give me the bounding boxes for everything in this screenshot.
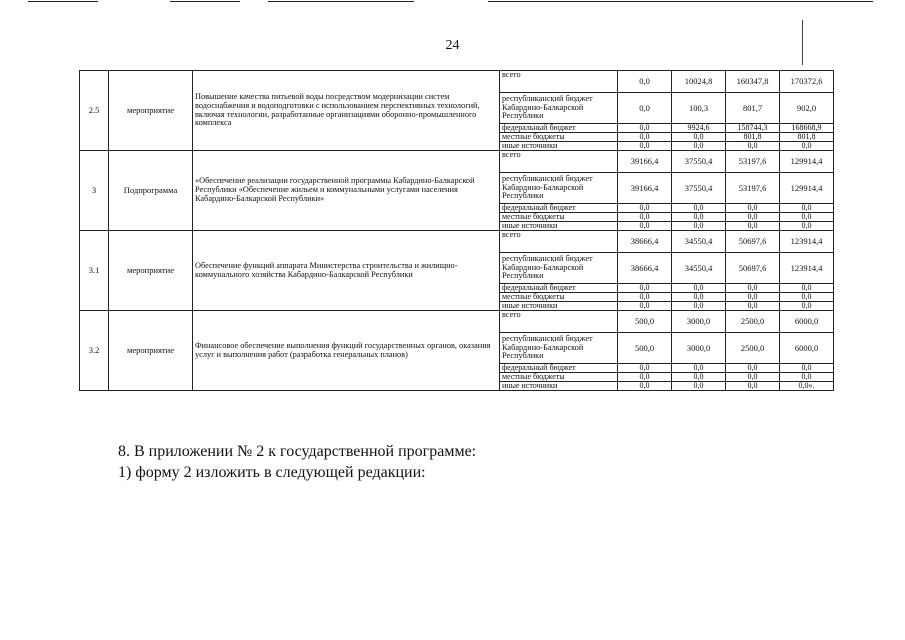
row-type: мероприятие (109, 231, 193, 311)
amount-cell-v4: 0,0 (780, 284, 834, 293)
amount-cell-v4: 0,0 (780, 222, 834, 231)
amount-cell-v4: 0,0». (780, 382, 834, 391)
amount-cell-v3: 0,0 (726, 302, 780, 311)
amount-cell-v3: 0,0 (726, 293, 780, 302)
funding-source: местные бюджеты (500, 133, 618, 142)
amount-cell-v3: 2500,0 (726, 311, 780, 333)
funding-source: иные источники (500, 382, 618, 391)
row-number: 2.5 (80, 71, 109, 151)
amount-cell-v4: 168668,9 (780, 124, 834, 133)
paragraph-item-8: 8. В приложении № 2 к государственной программе: (118, 443, 477, 460)
amount-cell-v2: 0,0 (672, 364, 726, 373)
amount-cell-v2: 0,0 (672, 142, 726, 151)
amount-cell-v1: 0,0 (618, 142, 672, 151)
amount-cell-v3: 53197,6 (726, 151, 780, 173)
scan-artifact-line (28, 1, 98, 2)
table-row (80, 231, 834, 253)
row-description: «Обеспечение реализации государственной программы Кабардино-Балкарской Республики «Обеспечение жильем и коммунальными услугами населения Кабардино-Балкарской Республики» (193, 151, 500, 231)
row-type: мероприятие (109, 71, 193, 151)
amount-cell-v2: 9924,6 (672, 124, 726, 133)
amount-cell-v1: 38666,4 (618, 253, 672, 284)
funding-source: федеральный бюджет (500, 364, 618, 373)
row-type: мероприятие (109, 311, 193, 391)
amount-cell-v3: 0,0 (726, 142, 780, 151)
amount-cell-v2: 0,0 (672, 382, 726, 391)
row-description: Обеспечение функций аппарата Министерства строительства и жилищно-коммунального хозяйства Кабардино-Балкарской Республики (193, 231, 500, 311)
funding-source: республиканский бюджет Кабардино-Балкарской Республики (500, 253, 618, 284)
amount-cell-v1: 0,0 (618, 373, 672, 382)
amount-cell-v4: 6000,0 (780, 333, 834, 364)
row-number: 3.1 (80, 231, 109, 311)
amount-cell-v3: 0,0 (726, 204, 780, 213)
row-description: Финансовое обеспечение выполнения функций государственных органов, оказания услуг и выполнения работ (разработка генеральных планов) (193, 311, 500, 391)
amount-cell-v2: 34550,4 (672, 253, 726, 284)
amount-cell-v1: 0,0 (618, 71, 672, 93)
amount-cell-v2: 0,0 (672, 302, 726, 311)
amount-cell-v4: 0,0 (780, 142, 834, 151)
amount-cell-v3: 801,8 (726, 133, 780, 142)
amount-cell-v1: 0,0 (618, 124, 672, 133)
amount-cell-v3: 801,7 (726, 93, 780, 124)
amount-cell-v3: 50697,6 (726, 253, 780, 284)
scan-artifact-line (170, 1, 240, 2)
amount-cell-v3: 0,0 (726, 222, 780, 231)
funding-source: всего (500, 311, 618, 333)
table-row (80, 151, 834, 173)
amount-cell-v4: 170372,6 (780, 71, 834, 93)
table-row (80, 71, 834, 93)
funding-source: федеральный бюджет (500, 284, 618, 293)
amount-cell-v1: 0,0 (618, 284, 672, 293)
amount-cell-v1: 0,0 (618, 204, 672, 213)
funding-source: федеральный бюджет (500, 124, 618, 133)
funding-source: местные бюджеты (500, 373, 618, 382)
amount-cell-v2: 3000,0 (672, 311, 726, 333)
amount-cell-v2: 0,0 (672, 293, 726, 302)
scan-artifact-line (268, 1, 414, 2)
amount-cell-v2: 0,0 (672, 373, 726, 382)
amount-cell-v2: 37550,4 (672, 173, 726, 204)
amount-cell-v4: 129914,4 (780, 151, 834, 173)
funding-source: иные источники (500, 222, 618, 231)
amount-cell-v1: 39166,4 (618, 151, 672, 173)
amount-cell-v3: 160347,8 (726, 71, 780, 93)
funding-source: федеральный бюджет (500, 204, 618, 213)
amount-cell-v3: 0,0 (726, 213, 780, 222)
amount-cell-v3: 50697,6 (726, 231, 780, 253)
amount-cell-v4: 0,0 (780, 364, 834, 373)
amount-cell-v4: 0,0 (780, 373, 834, 382)
amount-cell-v1: 39166,4 (618, 173, 672, 204)
amount-cell-v2: 0,0 (672, 213, 726, 222)
amount-cell-v4: 801,8 (780, 133, 834, 142)
amount-cell-v2: 37550,4 (672, 151, 726, 173)
funding-table (79, 70, 834, 391)
funding-source: иные источники (500, 302, 618, 311)
funding-source: всего (500, 71, 618, 93)
amount-cell-v1: 0,0 (618, 293, 672, 302)
row-type: Подпрограмма (109, 151, 193, 231)
funding-source: всего (500, 231, 618, 253)
amount-cell-v2: 100,3 (672, 93, 726, 124)
amount-cell-v4: 0,0 (780, 213, 834, 222)
amount-cell-v1: 0,0 (618, 133, 672, 142)
row-number: 3 (80, 151, 109, 231)
funding-source: всего (500, 151, 618, 173)
amount-cell-v3: 0,0 (726, 284, 780, 293)
amount-cell-v4: 0,0 (780, 293, 834, 302)
funding-source: республиканский бюджет Кабардино-Балкарской Республики (500, 173, 618, 204)
amount-cell-v1: 0,0 (618, 213, 672, 222)
funding-source: республиканский бюджет Кабардино-Балкарской Республики (500, 93, 618, 124)
amount-cell-v2: 10024,8 (672, 71, 726, 93)
amount-cell-v4: 902,0 (780, 93, 834, 124)
amount-cell-v3: 158744,3 (726, 124, 780, 133)
funding-source: местные бюджеты (500, 293, 618, 302)
amount-cell-v2: 0,0 (672, 222, 726, 231)
table-row (80, 311, 834, 333)
funding-source: иные источники (500, 142, 618, 151)
amount-cell-v4: 6000,0 (780, 311, 834, 333)
amount-cell-v1: 0,0 (618, 364, 672, 373)
amount-cell-v4: 123914,4 (780, 231, 834, 253)
page-number: 24 (445, 38, 460, 53)
amount-cell-v3: 0,0 (726, 382, 780, 391)
amount-cell-v3: 0,0 (726, 373, 780, 382)
amount-cell-v3: 2500,0 (726, 333, 780, 364)
amount-cell-v3: 53197,6 (726, 173, 780, 204)
row-number: 3.2 (80, 311, 109, 391)
amount-cell-v4: 123914,4 (780, 253, 834, 284)
amount-cell-v1: 500,0 (618, 311, 672, 333)
amount-cell-v2: 34550,4 (672, 231, 726, 253)
amount-cell-v3: 0,0 (726, 364, 780, 373)
paragraph-subitem-1: 1) форму 2 изложить в следующей редакции: (118, 464, 426, 481)
funding-source: республиканский бюджет Кабардино-Балкарской Республики (500, 333, 618, 364)
amount-cell-v2: 0,0 (672, 284, 726, 293)
amount-cell-v2: 3000,0 (672, 333, 726, 364)
amount-cell-v1: 500,0 (618, 333, 672, 364)
amount-cell-v4: 0,0 (780, 302, 834, 311)
amount-cell-v1: 0,0 (618, 302, 672, 311)
amount-cell-v1: 0,0 (618, 382, 672, 391)
funding-source: местные бюджеты (500, 213, 618, 222)
amount-cell-v4: 0,0 (780, 204, 834, 213)
amount-cell-v2: 0,0 (672, 204, 726, 213)
amount-cell-v1: 0,0 (618, 93, 672, 124)
amount-cell-v2: 0,0 (672, 133, 726, 142)
amount-cell-v4: 129914,4 (780, 173, 834, 204)
amount-cell-v1: 0,0 (618, 222, 672, 231)
row-description: Повышение качества питьевой воды посредством модернизации систем водоснабжения и водоподготовки с использованием перспективных технологий, включая технологии, разработанные организациями оборонно-промышленного комплекса (193, 71, 500, 151)
scan-artifact-line (488, 1, 873, 2)
amount-cell-v1: 38666,4 (618, 231, 672, 253)
